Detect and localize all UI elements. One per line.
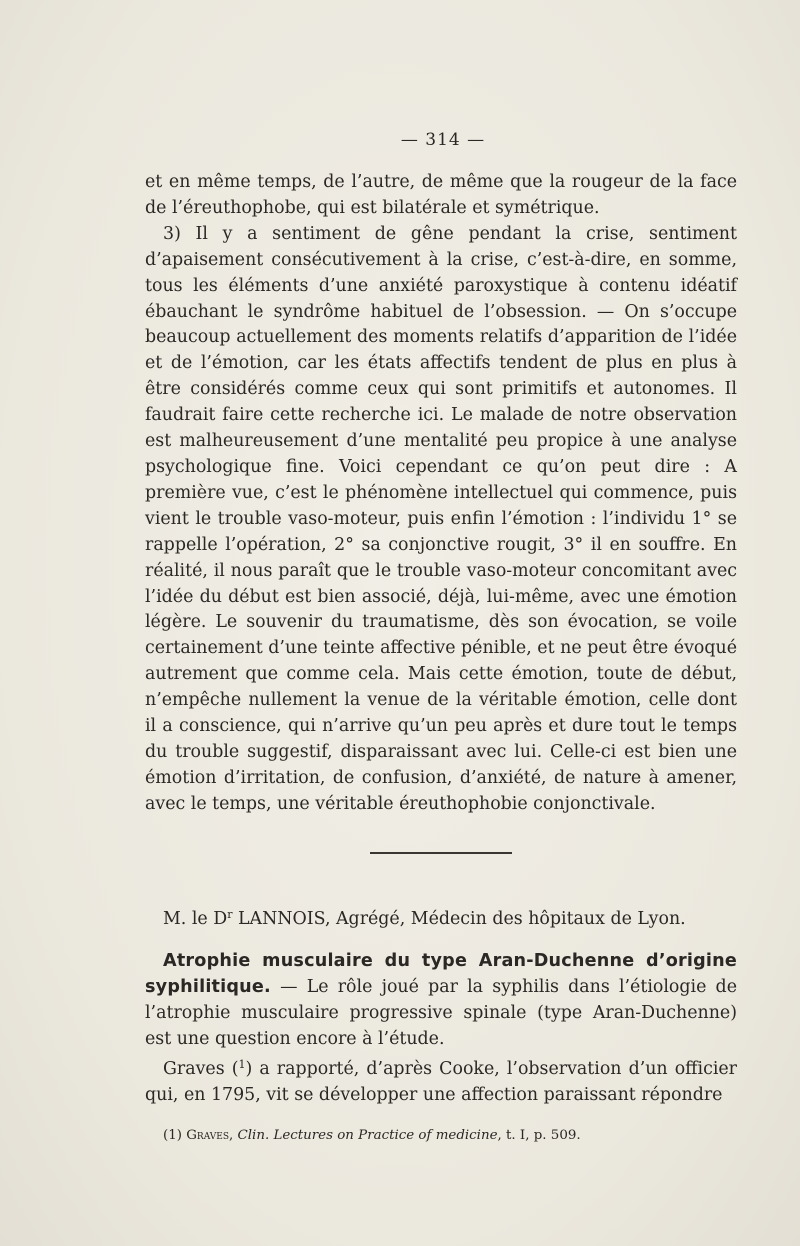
paragraph-2-end: ) a rapporté, d’après Cooke, l’observation d’un officier qui, en 1795, vit se développer une affection paraissant répondre — [145, 1059, 737, 1106]
paragraph-continuation: et en même temps, de l’autre, de même que la rougeur de la face de l’éreuthophobe, qui est bilatérale et symétrique. — [145, 172, 737, 218]
author-line — [163, 902, 743, 932]
page-number: — 314 — — [400, 130, 486, 150]
footnote-details: , t. I, p. 509. — [497, 1128, 581, 1143]
section-divider — [370, 852, 512, 854]
section-title: Atrophie musculaire du type Aran-Duchenne d’origine syphilitique. — [145, 951, 737, 998]
author-title-sup: r — [227, 908, 233, 921]
section-intro-paragraph — [145, 948, 737, 1052]
footnote-separator: , — [229, 1128, 238, 1143]
paragraph-2-start: Graves ( — [163, 1059, 239, 1080]
section-paragraph-2 — [145, 1052, 737, 1108]
footnote-number: (1) — [163, 1128, 187, 1143]
footnote-work-title: Clin. Lectures on Practice of medicine — [237, 1128, 498, 1143]
footnote-reference[interactable]: 1 — [238, 1058, 246, 1072]
author-name-affiliation: LANNOIS, Agrégé, Médecin des hôpitaux de Lyon. — [232, 909, 686, 929]
paragraph-point-3: 3) Il y a sentiment de gêne pendant la crise, sentiment d’apaisement consécutivement à la crise, c’est-à-dire, en somme, tous les éléments d’une anxiété paroxystique à contenu idéatif ébauchant le syndrôme habituel de l’obsession. — On s’occupe beaucoup actuellement des moments relatifs d’apparition de l’idée et de l’émotion, car les états affectifs tendent de plus en plus à être considérés comme ceux qui sont primitifs et autonomes. Il faudrait faire cette recherche ici. Le malade de notre observation est malheureusement d’une mentalité peu propice à une analyse psychologique fine. Voici cependant ce qu’on peut dire : A première vue, c’est le phénomène intellectuel qui commence, puis vient le trouble vaso-moteur, puis enfin l’émotion : l’individu 1° se rappelle l’opération, 2° sa conjonctive rougit, 3° il en souffre. En réalité, il nous paraît que le trouble vaso-moteur concomitant avec l’idée du début est bien associé, déjà, lui-même, avec une émotion légère. Le souvenir du traumatisme, dès son évocation, se voile certainement d’une teinte affective pénible, et ne peut être évoqué autrement que comme cela. Mais cette émotion, toute de début, n’empêche nullement la venue de la véritable émotion, celle dont il a conscience, qui n’arrive qu’un peu après et dure tout le temps du trouble suggestif, disparaissant avec lui. Celle-ci est bien une émotion d’irritation, de confusion, d’anxiété, de nature à amener, avec le temps, une véritable éreuthophobie conjonctivale. — [145, 223, 737, 814]
body-text — [145, 170, 737, 818]
footnote — [163, 1127, 723, 1145]
author-prefix: M. le D — [163, 909, 228, 929]
article-section — [145, 948, 737, 1109]
section-intro-text: — Le rôle joué par la syphilis dans l’étiologie de l’atrophie musculaire progressive spinale (type Aran-Duchenne) est une question encore à l’étude. — [145, 977, 737, 1050]
footnote-author: Graves — [186, 1128, 229, 1143]
